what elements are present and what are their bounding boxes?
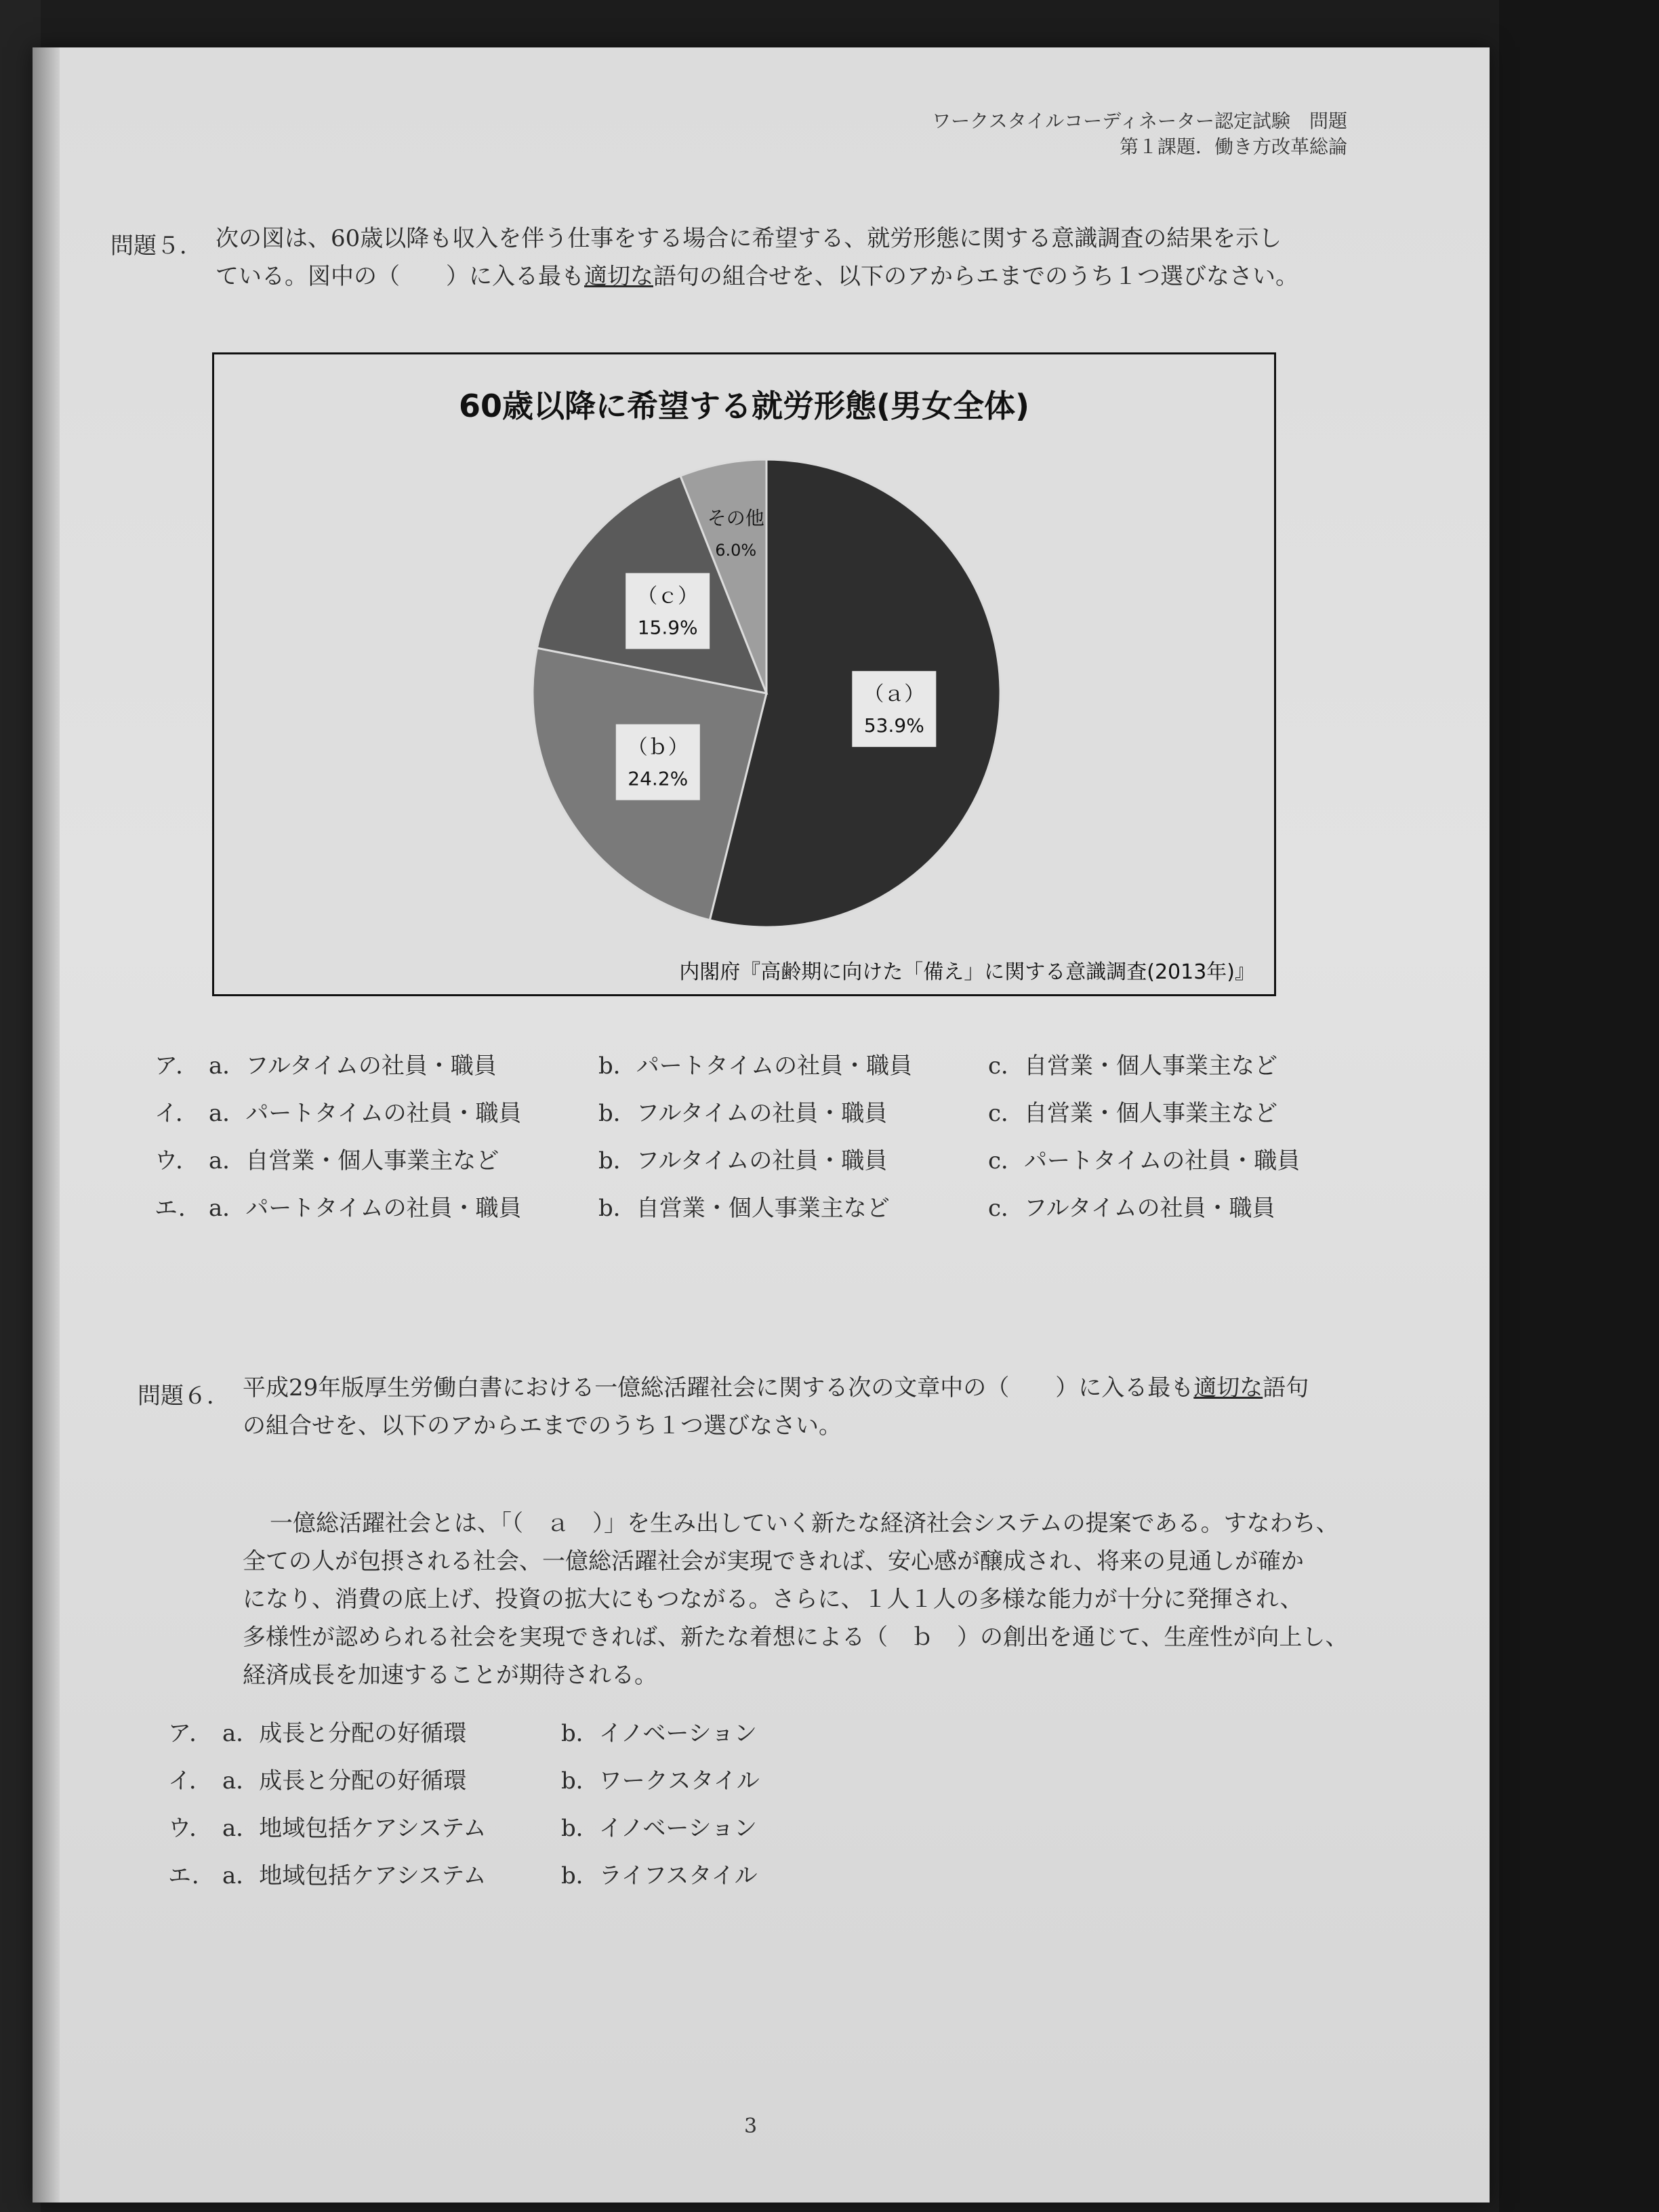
q5-label: 問題５． xyxy=(110,232,203,260)
option-mark: ウ． xyxy=(168,1815,213,1842)
q6-line2: の組合せを、以下のアからエまでのうち１つ選びなさい。 xyxy=(243,1412,842,1439)
pie-chart xyxy=(214,354,1274,994)
option-a: a．フルタイムの社員・職員 xyxy=(209,1052,497,1080)
option-b: b．パートタイムの社員・職員 xyxy=(598,1052,913,1080)
q6-line1-pre: 平成29年版厚生労働白書における一億総活躍社会に関する次の文章中の（ ）に入る最も xyxy=(243,1374,1194,1401)
page-number: 3 xyxy=(744,2114,758,2138)
option-b: b．イノベーション xyxy=(561,1720,758,1747)
option-b: b．自営業・個人事業主など xyxy=(598,1195,890,1222)
page-header xyxy=(932,108,1347,160)
pie-label-name: その他 xyxy=(707,506,764,529)
option-mark: ア． xyxy=(168,1720,213,1747)
q6-passage-line: 全ての人が包摂される社会、一億総活躍社会が実現できれば、安心感が醸成され、将来の見通しが確か xyxy=(243,1548,1305,1575)
exam-page xyxy=(33,47,1490,2203)
pie-label-value: 53.9% xyxy=(863,714,924,737)
pie-chart-frame xyxy=(212,352,1276,996)
option-b: b．フルタイムの社員・職員 xyxy=(598,1100,888,1127)
option-mark: エ． xyxy=(155,1195,202,1222)
option-b: b．イノベーション xyxy=(561,1815,758,1842)
page-fold-edge xyxy=(33,47,60,2203)
option-a: a．自営業・個人事業主など xyxy=(209,1147,499,1174)
q5-line2 xyxy=(216,258,1422,295)
background-right xyxy=(1499,0,1659,2212)
header-section-title: 第１課題．働き方改革総論 xyxy=(1119,136,1347,158)
option-c: c．パートタイムの社員・職員 xyxy=(988,1147,1300,1174)
option-c: c．自営業・個人事業主など xyxy=(988,1100,1278,1127)
option-mark: ウ． xyxy=(155,1147,199,1174)
option-a: a．パートタイムの社員・職員 xyxy=(209,1195,522,1222)
q6-line1-underlined: 適切な xyxy=(1193,1374,1263,1401)
q6-passage-line: になり、消費の底上げ、投資の拡大にもつながる。さらに、１人１人の多様な能力が十分に発揮され、 xyxy=(243,1586,1303,1613)
option-a: a．地域包括ケアシステム xyxy=(222,1815,487,1842)
option-mark: イ． xyxy=(168,1767,212,1795)
option-mark: エ． xyxy=(168,1862,216,1889)
pie-label-value: 24.2% xyxy=(628,767,689,790)
q5-line1: 次の図は、60歳以降も収入を伴う仕事をする場合に希望する、就労形態に関する意識調査の結果を示し xyxy=(216,225,1282,252)
option-a: a．成長と分配の好循環 xyxy=(222,1767,467,1795)
q6-passage-line: 経済成長を加速することが期待される。 xyxy=(243,1662,657,1689)
option-c: c．自営業・個人事業主など xyxy=(988,1052,1278,1080)
pie-label-name: （ｂ） xyxy=(627,735,689,760)
chart-title: 60歳以降に希望する就労形態(男女全体) xyxy=(458,388,1030,424)
header-exam-title: ワークスタイルコーディネーター認定試験 問題 xyxy=(932,110,1347,132)
q5-line2-pre: ている。図中の（ ）に入る最も xyxy=(216,263,584,290)
pie-label xyxy=(852,671,936,747)
option-a: a．地域包括ケアシステム xyxy=(222,1862,487,1889)
q6-line1 xyxy=(243,1369,1422,1407)
option-mark: ア． xyxy=(155,1052,199,1080)
pie-label-value: 6.0% xyxy=(715,540,757,560)
pie-label-value: 15.9% xyxy=(637,616,698,639)
option-b: b．フルタイムの社員・職員 xyxy=(598,1147,888,1174)
q6-line1-post: 語句 xyxy=(1263,1374,1309,1401)
option-mark: イ． xyxy=(155,1100,199,1127)
q5-line2-post: 語句の組合せを、以下のアからエまでのうち１つ選びなさい。 xyxy=(653,263,1298,290)
pie-label xyxy=(626,573,710,649)
q6-passage-line: 一億総活躍社会とは、「（ ａ ）」を生み出していく新たな経済社会システムの提案である。すなわち、 xyxy=(270,1510,1339,1537)
chart-source: 内閣府『高齢期に向けた「備え」に関する意識調査(2013年)』 xyxy=(679,960,1255,984)
q5-line2-underlined: 適切な xyxy=(584,263,653,290)
option-b: b．ライフスタイル xyxy=(561,1862,758,1889)
q6-passage-line: 多様性が認められる社会を実現できれば、新たな着想による（ ｂ ）の創出を通じて、生産性が向上し、 xyxy=(243,1624,1349,1651)
pie-label xyxy=(616,724,700,800)
option-c: c．フルタイムの社員・職員 xyxy=(988,1195,1275,1222)
option-a: a．パートタイムの社員・職員 xyxy=(209,1100,522,1127)
option-a: a．成長と分配の好循環 xyxy=(222,1720,467,1747)
q6-label: 問題６． xyxy=(138,1382,230,1410)
pie-label-name: （ｃ） xyxy=(637,584,699,609)
pie-label-name: （ａ） xyxy=(863,682,925,707)
option-b: b．ワークスタイル xyxy=(561,1767,760,1795)
